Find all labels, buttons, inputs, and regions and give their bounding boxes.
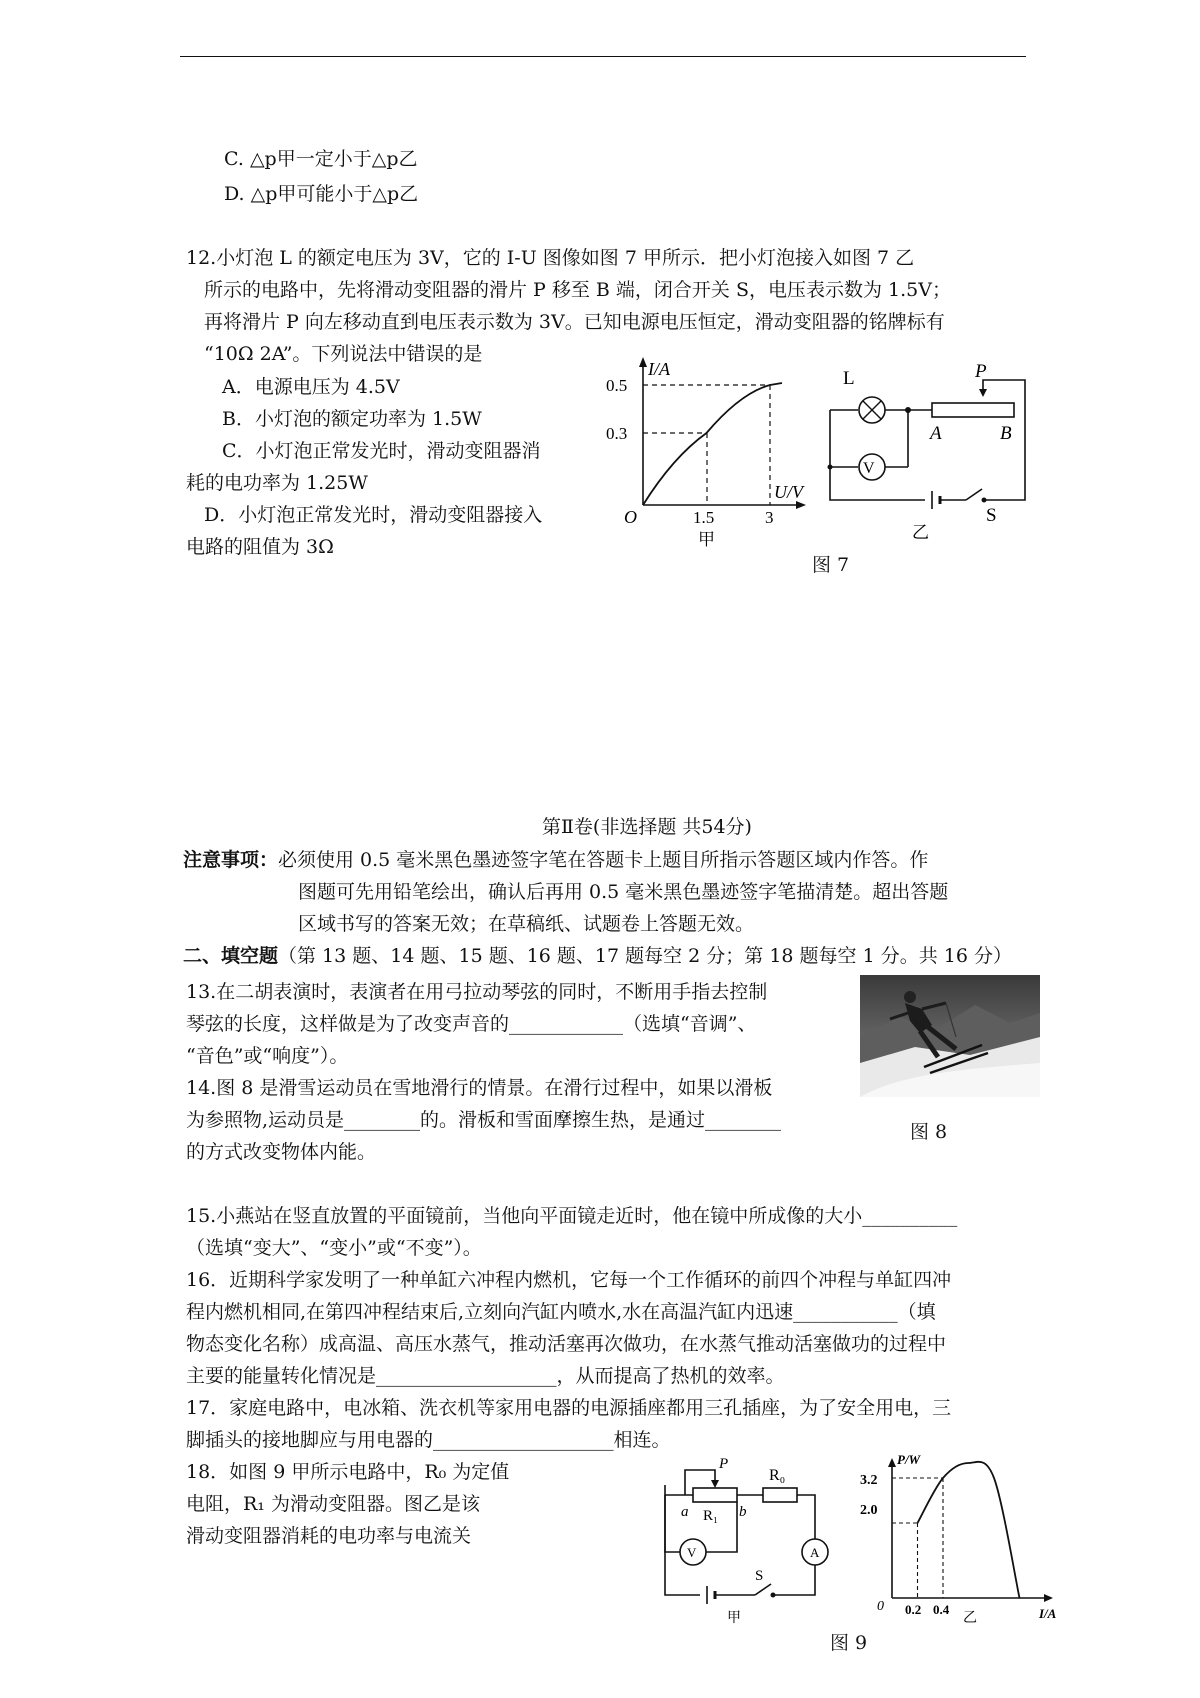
circuit9-slider-label: P: [719, 1456, 729, 1472]
graph7-xtick-3: 3: [765, 508, 774, 527]
q14-line1: 14.图 8 是滑雪运动员在雪地滑行的情景。在滑行过程中，如果以滑板: [186, 1077, 773, 1099]
header-rule: [180, 56, 1026, 57]
fig9-caption: 图 9: [830, 1632, 868, 1654]
q17-line2: 脚插头的接地脚应与用电器的___________________相连。: [186, 1429, 671, 1451]
section-scoring: （第 13 题、14 题、15 题、16 题、17 题每空 2 分；第 18 题每空 1 分。共 16 分）: [278, 945, 1012, 967]
circuit7-end-a: A: [930, 423, 942, 444]
q16-line4: 主要的能量转化情况是___________________，从而提高了热机的效率。: [186, 1365, 785, 1387]
q12-option-c-line1: C．小灯泡正常发光时，滑动变阻器消: [222, 440, 541, 462]
graph9-ytick-20: 2.0: [860, 1503, 878, 1518]
section-heading: [183, 941, 1012, 971]
q15-line1: 15.小燕站在竖直放置的平面镜前，当他向平面镜走近时，他在镜中所成像的大小__________: [186, 1205, 958, 1227]
graph9-xtick-04: 0.4: [933, 1602, 950, 1617]
notice-line3: 区域书写的答案无效；在草稿纸、试题卷上答题无效。: [298, 913, 755, 935]
graph9-ylabel: P/W: [897, 1452, 921, 1467]
graph9-origin: 0: [877, 1599, 884, 1614]
option-c-prev: C. △p甲一定小于△p乙: [224, 148, 418, 170]
graph7-ytick-03: 0.3: [606, 424, 628, 443]
section-label: 二、填空题: [183, 945, 279, 967]
q18-line2: 电阻，R₁ 为滑动变阻器。图乙是该: [186, 1493, 480, 1515]
graph7-ytick-05: 0.5: [606, 376, 628, 395]
circuit9-end-b: b: [739, 1504, 747, 1520]
notice-line1: [183, 845, 928, 875]
q18-line3: 滑动变阻器消耗的电功率与电流关: [186, 1525, 472, 1547]
circuit7-end-b: B: [1000, 423, 1012, 444]
notice-text-1: 必须使用 0.5 毫米黑色墨迹签字笔在答题卡上题目所指示答题区域内作答。作: [278, 849, 929, 871]
notice-label: 注意事项：: [183, 849, 279, 871]
circuit7-sublabel: 乙: [912, 523, 929, 542]
figure-7-graph: [606, 357, 806, 549]
q12-stem-line3: 再将滑片 P 向左移动直到电压表示数为 3V。已知电源电压恒定，滑动变阻器的铭牌标有: [204, 311, 945, 333]
graph9-ytick-32: 3.2: [860, 1473, 878, 1488]
circuit9-r0-label: R₀: [769, 1467, 786, 1484]
graph7-xtick-15: 1.5: [693, 508, 715, 527]
skier-photo: [860, 975, 1040, 1097]
circuit7-slider-label: P: [975, 361, 987, 382]
q13-line1: 13.在二胡表演时，表演者在用弓拉动琴弦的同时，不断用手指去控制: [186, 981, 768, 1003]
figure-7-circuit: [828, 361, 1026, 542]
circuit9-switch-label: S: [755, 1568, 764, 1584]
iu-curve: [643, 383, 782, 505]
circuit9-end-a: a: [681, 1504, 689, 1520]
pi-guides: [892, 1478, 943, 1598]
q16-line3: 物态变化名称）成高温、高压水蒸气，推动活塞再次做功，在水蒸气推动活塞做功的过程中: [186, 1333, 947, 1355]
q16-line2: 程内燃机相同,在第四冲程结束后,立刻向汽缸内喷水,水在高温汽缸内迅速___________（填: [186, 1301, 936, 1323]
graph7-xlabel: U/V: [774, 482, 803, 502]
notice-line2: 图题可先用铅笔绘出，确认后再用 0.5 毫米黑色墨迹签字笔描清楚。超出答题: [298, 881, 949, 903]
q12-option-b: B．小灯泡的额定功率为 1.5W: [222, 408, 482, 430]
circuit9-ammeter: A: [810, 1545, 820, 1560]
graph7-origin: O: [624, 507, 637, 527]
q14-line2: 为参照物,运动员是________的。滑板和雪面摩擦生热，是通过________: [186, 1109, 782, 1131]
circuit7-voltmeter: V: [863, 460, 875, 477]
graph7-sublabel: 甲: [698, 530, 715, 549]
graph7-ylabel: I/A: [648, 359, 670, 379]
figure-9-graph: [860, 1452, 1057, 1625]
fig8-caption: 图 8: [910, 1121, 948, 1143]
q15-line2: （选填“变大”、“变小”或“不变”）。: [186, 1237, 482, 1259]
q13-line3: “音色”或“响度”）。: [186, 1045, 349, 1067]
q17-line1: 17．家庭电路中，电冰箱、洗衣机等家用电器的电源插座都用三孔插座，为了安全用电，三: [186, 1397, 952, 1419]
q12-option-d-line2: 电路的阻值为 3Ω: [186, 536, 334, 558]
circuit9-r1-label: R₁: [703, 1508, 719, 1524]
q16-line1: 16．近期科学家发明了一种单缸六冲程内燃机，它每一个工作循环的前四个冲程与单缸四冲: [186, 1269, 952, 1291]
circuit9-voltmeter: V: [687, 1545, 697, 1560]
q12-stem-line4: “10Ω 2A”。下列说法中错误的是: [204, 343, 483, 365]
q12-stem-line2: 所示的电路中，先将滑动变阻器的滑片 P 移至 B 端，闭合开关 S，电压表示数为 1.5V；: [204, 279, 951, 301]
q18-line1: 18．如图 9 甲所示电路中，R₀ 为定值: [186, 1461, 510, 1483]
circuit7-switch-label: S: [986, 505, 997, 526]
skier-illustration: [860, 975, 1040, 1097]
q14-line3: 的方式改变物体内能。: [186, 1141, 377, 1163]
q13-line2: 琴弦的长度，这样做是为了改变声音的____________（选填“音调”、: [186, 1013, 757, 1035]
graph9-xtick-02: 0.2: [905, 1602, 922, 1617]
part2-title: 第Ⅱ卷(非选择题 共54分): [542, 816, 752, 838]
q12-option-c-line2: 耗的电功率为 1.25W: [186, 472, 368, 494]
option-d-prev: D. △p甲可能小于△p乙: [224, 183, 419, 205]
figure-9: [655, 1450, 1065, 1625]
graph9-sublabel: 乙: [963, 1611, 977, 1625]
q12-option-d-line1: D．小灯泡正常发光时，滑动变阻器接入: [204, 504, 543, 526]
figure-7: [600, 355, 1030, 550]
circuit7-lamp-label: L: [843, 368, 855, 389]
graph9-xlabel: I/A: [1039, 1606, 1057, 1621]
figure-9-circuit: [665, 1456, 828, 1625]
pi-curve: [918, 1462, 1020, 1598]
circuit9-sublabel: 甲: [727, 1611, 741, 1625]
fig7-caption: 图 7: [812, 554, 850, 576]
q12-stem-line1: 12.小灯泡 L 的额定电压为 3V，它的 I-U 图像如图 7 甲所示．把小灯泡接入如图 7 乙: [186, 247, 915, 269]
q12-option-a: A．电源电压为 4.5V: [222, 376, 400, 398]
